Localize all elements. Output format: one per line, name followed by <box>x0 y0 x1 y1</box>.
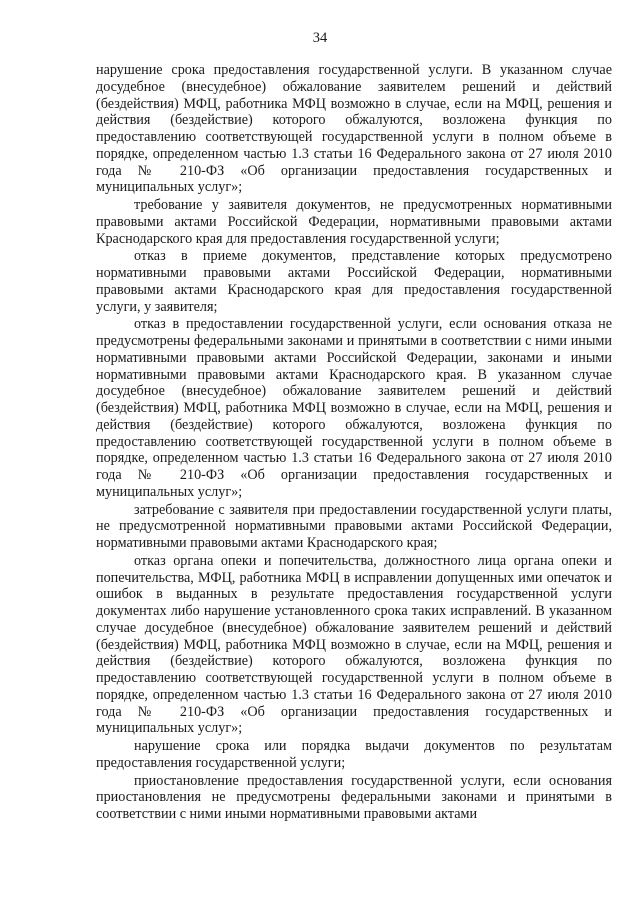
paragraph: нарушение срока предоставления государственной услуги. В указанном случае досудебное (внесудебное) обжалование заявителем решений и действий (бездействия) МФЦ, работника МФЦ возможно в случае, если на МФЦ, решения и действия (бездействие) которого обжалуются, возложена функция по предоставлению соответствующей государственной услуги в полном объеме в порядке, определенном частью 1.3 статьи 16 Федерального закона от 27 июля 2010 года № 210-ФЗ «Об организации предоставления государственных и муниципальных услуг»; <box>96 62 612 196</box>
paragraph: требование у заявителя документов, не предусмотренных нормативными правовыми актами Российской Федерации, нормативными правовыми актами Краснодарского края для предоставления государственной услуги; <box>96 197 612 247</box>
paragraph: затребование с заявителя при предоставлении государственной услуги платы, не предусмотренной нормативными правовыми актами Российской Федерации, нормативными правовыми актами Краснодарского края; <box>96 501 612 551</box>
paragraph: отказ в приеме документов, представление которых предусмотрено нормативными правовыми актами Российской Федерации, нормативными правовыми актами Краснодарского края для предоставления государственной услуги, у заявителя; <box>96 248 612 315</box>
paragraph: нарушение срока или порядка выдачи документов по результатам предоставления государственной услуги; <box>96 738 612 771</box>
paragraph: отказ в предоставлении государственной услуги, если основания отказа не предусмотрены федеральными законами и принятыми в соответствии с ними иными нормативными правовыми актами Российской Федерации, законами и иными нормативными правовыми актами Краснодарского края. В указанном случае досудебное (внесудебное) обжалование заявителем решений и действий (бездействия) МФЦ, работника МФЦ возможно в случае, если на МФЦ, решения и действия (бездействие) которого обжалуются, возложена функция по предоставлению соответствующей государственной услуги в полном объеме в порядке, определенном частью 1.3 статьи 16 Федерального закона от 27 июля 2010 года № 210-ФЗ «Об организации предоставления государственных и муниципальных услуг»; <box>96 316 612 500</box>
paragraph: отказ органа опеки и попечительства, должностного лица органа опеки и попечительства, МФЦ, работника МФЦ в исправлении допущенных ими опечаток и ошибок в выданных в результате предоставления государственной услуги документах либо нарушение установленного срока таких исправлений. В указанном случае досудебное (внесудебное) обжалование заявителем решений и действий (бездействия) МФЦ, работника МФЦ возможно в случае, если на МФЦ, решения и действия (бездействие) которого обжалуются, возложена функция по предоставлению соответствующей государственной услуги в полном объеме в порядке, определенном частью 1.3 статьи 16 Федерального закона от 27 июля 2010 года № 210-ФЗ «Об организации предоставления государственных и муниципальных услуг»; <box>96 552 612 737</box>
document-body <box>96 62 612 823</box>
page-number: 34 <box>312 30 328 46</box>
paragraph: приостановление предоставления государственной услуги, если основания приостановления не предусмотрены федеральными законами и принятыми в соответствии с ними иными нормативными правовыми актами <box>96 772 612 822</box>
